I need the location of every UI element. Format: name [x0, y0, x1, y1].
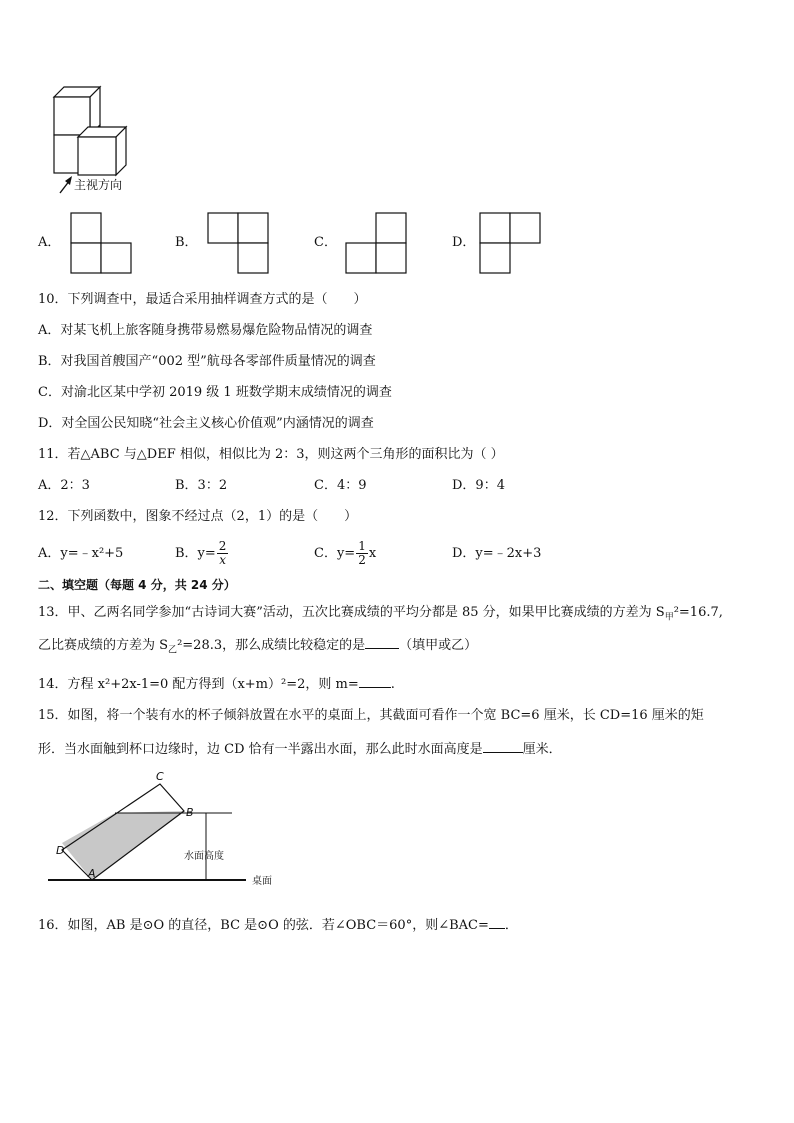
q9-option-c-label: C． — [314, 235, 337, 250]
q13-line2-sub: 乙 — [168, 645, 178, 656]
section2-title: 二、填空题（每题 4 分，共 24 分） — [38, 578, 236, 592]
q12-option-d: D．y=﹣2x+3 — [452, 546, 542, 561]
q15-line1: 15．如图，将一个装有水的杯子倾斜放置在水平的桌面上，其截面可看作一个宽 BC=6 厘米，长 CD=16 厘米的矩 — [38, 708, 704, 723]
q9-option-b-figure — [207, 212, 271, 274]
q13-line2-mid: ²=28.3，那么成绩比较稳定的是 — [177, 638, 366, 653]
q15-answer-blank[interactable] — [483, 740, 523, 753]
q12-option-c-denominator: 2 — [358, 553, 366, 567]
table-label: 桌面 — [252, 876, 272, 887]
q12-option-c-numerator: 1 — [358, 539, 366, 553]
q12-option-b-fraction — [217, 540, 229, 567]
q11-option-b: B．3：2 — [175, 478, 228, 493]
q10-option-a: A．对某飞机上旅客随身携带易燃易爆危险物品情况的调查 — [38, 323, 373, 338]
q9-cube-figure — [50, 85, 150, 197]
q9-option-d-label: D． — [452, 235, 476, 250]
label-c: C — [156, 770, 164, 783]
q11-option-c: C．4：9 — [314, 478, 367, 493]
q11-option-a: A．2：3 — [38, 478, 90, 493]
q16-text: 16．如图，AB 是⊙O 的直径，BC 是⊙O 的弦．若∠OBC＝60°，则∠BAC= — [38, 918, 489, 933]
q14-line — [38, 675, 395, 693]
q13-line1-end: ²=16.7, — [673, 605, 723, 620]
q15-cup-figure — [48, 766, 288, 887]
view-arrow-icon — [60, 176, 72, 193]
q16-answer-blank[interactable] — [489, 916, 505, 929]
q16-end: ． — [504, 918, 518, 933]
q15-line2-start: 形．当水面触到杯口边缘时，边 CD 恰有一半露出水面，那么此时水面高度是 — [38, 742, 483, 757]
label-d: D — [56, 844, 65, 857]
q11-stem: 11．若△ABC 与△DEF 相似，相似比为 2：3，则这两个三角形的面积比为（ ） — [38, 447, 504, 462]
q13-line1-text: 13．甲、乙两名同学参加“古诗词大赛”活动，五次比赛成绩的平均分都是 85 分，如果甲比赛成绩的方差为 S — [38, 605, 665, 620]
q10-option-b: B．对我国首艘国产“002 型”航母各零部件质量情况的调查 — [38, 354, 376, 369]
q9-option-a-label: A． — [38, 235, 61, 250]
q13-line2 — [38, 636, 477, 659]
q9-option-a-figure — [70, 212, 134, 274]
q9-option-d-figure — [479, 212, 543, 274]
label-b: B — [186, 806, 194, 819]
q15-line2-end: 厘米． — [522, 742, 562, 757]
q9-view-label: 主视方向 — [74, 178, 123, 192]
q13-answer-blank[interactable] — [365, 636, 399, 649]
q14-answer-blank[interactable] — [359, 675, 391, 688]
q12-option-b-denominator: x — [219, 553, 226, 567]
q10-option-d: D．对全国公民知晓“社会主义核心价值观”内涵情况的调查 — [38, 416, 374, 431]
q11-option-d: D．9：4 — [452, 478, 505, 493]
water-region — [62, 811, 184, 880]
q12-option-c — [314, 537, 376, 571]
q10-stem: 10．下列调查中，最适合采用抽样调查方式的是（ ） — [38, 292, 367, 307]
q13-line1 — [38, 605, 723, 626]
q12-option-c-suffix: x — [368, 546, 377, 561]
q15-line2 — [38, 740, 562, 758]
label-a: A — [88, 867, 96, 880]
q12-option-b-numerator: 2 — [218, 539, 227, 553]
q10-option-c: C．对渝北区某中学初 2019 级 1 班数学期末成绩情况的调查 — [38, 385, 392, 400]
q14-end: . — [390, 677, 395, 692]
q13-line1-sub: 甲 — [664, 612, 674, 623]
q13-line2-end: （填甲或乙） — [399, 638, 478, 653]
q12-option-c-prefix: C．y= — [314, 546, 356, 561]
q12-option-c-fraction — [356, 540, 368, 567]
water-height-label: 水面高度 — [184, 851, 224, 862]
q9-option-b-label: B． — [175, 235, 198, 250]
q13-line2-start: 乙比赛成绩的方差为 S — [38, 638, 169, 653]
q12-option-a: A．y=﹣x²+5 — [38, 546, 124, 561]
q12-option-b — [175, 537, 229, 571]
q9-option-c-figure — [345, 212, 409, 274]
q14-text: 14．方程 x²+2x-1=0 配方得到（x+m）²=2，则 m= — [38, 677, 359, 692]
q16-line — [38, 916, 518, 934]
q12-stem: 12．下列函数中，图象不经过点（2，1）的是（ ） — [38, 509, 358, 524]
q12-option-b-prefix: B．y= — [175, 546, 216, 561]
